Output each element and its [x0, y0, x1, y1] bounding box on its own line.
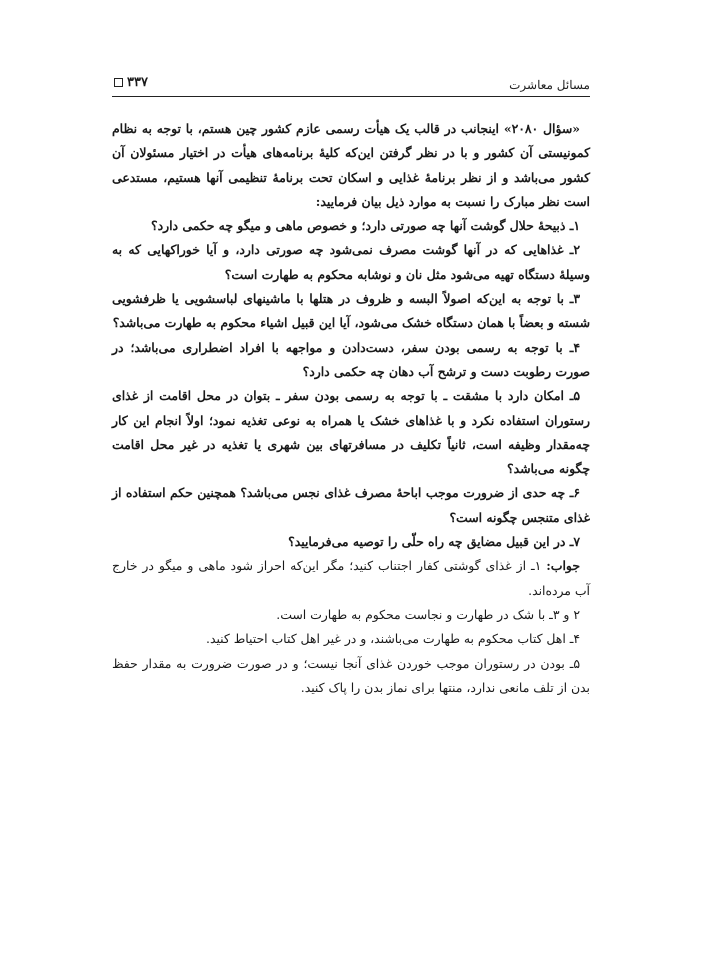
answer-item-4: ۴ـ اهل کتاب محکوم به طهارت می‌باشند، و در غیر اهل کتاب احتیاط کنید.: [206, 631, 580, 647]
question-intro: «سؤال ۲۰۸۰» اینجانب در قالب یک هیأت رسمی عازم کشور چین هستم، با توجه به نظام کمونیستی آن کشور و با در نظر گرفتن این‌که کلیهٔ برنامه‌های هیأت در اختیار مسئولان آن کشور می‌باشد و از نظر برنامهٔ غذایی و اسکان تحت برنامهٔ تنظیمی آنها هستیم، مستدعی است نظر مبارک را نسبت به موارد ذیل بیان فرمایید:: [112, 121, 590, 209]
answer-item-1: [112, 554, 590, 603]
question-item-6: ۶ـ چه حدی از ضرورت موجب اباحهٔ مصرف غذای نجس می‌باشد؟ همچنین حکم استفاده از غذای متنجس چگونه است؟: [112, 485, 590, 525]
answer-label: جواب:: [546, 558, 580, 574]
question-item-3: ۳ـ با توجه به این‌که اصولاً البسه و ظروف در هتلها با ماشینهای لباسشویی یا ظرفشویی شسته و بعضاً با همان دستگاه خشک می‌شود، آیا این قبیل اشیاء محکوم به طهارت می‌باشد؟: [112, 291, 590, 331]
question-item-1: ۱ـ ذبیحهٔ حلال گوشت آنها چه صورتی دارد؛ و خصوص ماهی و میگو چه حکمی دارد؟: [151, 218, 580, 234]
page-body: [112, 117, 590, 700]
answer-item-1-text: ۱ـ از غذای گوشتی کفار اجتناب کنید؛ مگر این‌که احراز شود ماهی و میگو در خارج آب مرده‌اند.: [112, 558, 590, 598]
question-item-2: ۲ـ غذاهایی که در آنها گوشت مصرف نمی‌شود چه صورتی دارد، و آیا خوراکهایی که به وسیلهٔ دستگاه تهیه می‌شود مثل نان و نوشابه محکوم به طهارت است؟: [112, 242, 590, 282]
question-item-4: ۴ـ با توجه به رسمی بودن سفر، دست‌دادن و مواجهه با افراد اضطراری می‌باشد؛ در صورت رطوبت دست و ترشح آب دهان چه حکمی دارد؟: [112, 339, 590, 379]
book-page: [112, 70, 590, 900]
question-item-5: ۵ـ امکان دارد با مشقت ـ با توجه به رسمی بودن سفر ـ بتوان در محل اقامت از غذای رستوران استفاده نکرد و با غذاهای خشک یا همراه به نوعی تغذیه نمود؛ اولاً انجام این کار چه‌مقدار وظیفه است، ثانیاً تکلیف در مسافرتهای بین شهری یا تغذیه در غیر محل اقامت چگونه می‌باشد؟: [112, 388, 590, 477]
page-header: [112, 70, 590, 97]
page-number-box: [114, 75, 148, 90]
answer-item-5: ۵ـ بودن در رستوران موجب خوردن غذای آنجا نیست؛ و در صورت ضرورت به مقدار حفظ بدن از تلف مانعی ندارد، منتها برای نماز بدن را پاک کنید.: [112, 655, 590, 695]
running-title: مسائل معاشرت: [509, 78, 590, 92]
square-icon: [114, 78, 123, 87]
page-number: ۳۳۷: [127, 75, 148, 90]
question-item-7: ۷ـ در این قبیل مضایق چه راه حلّی را توصیه می‌فرمایید؟: [288, 534, 580, 550]
answer-item-2-3: ۲ و ۳ـ با شک در طهارت و نجاست محکوم به طهارت است.: [276, 606, 580, 622]
